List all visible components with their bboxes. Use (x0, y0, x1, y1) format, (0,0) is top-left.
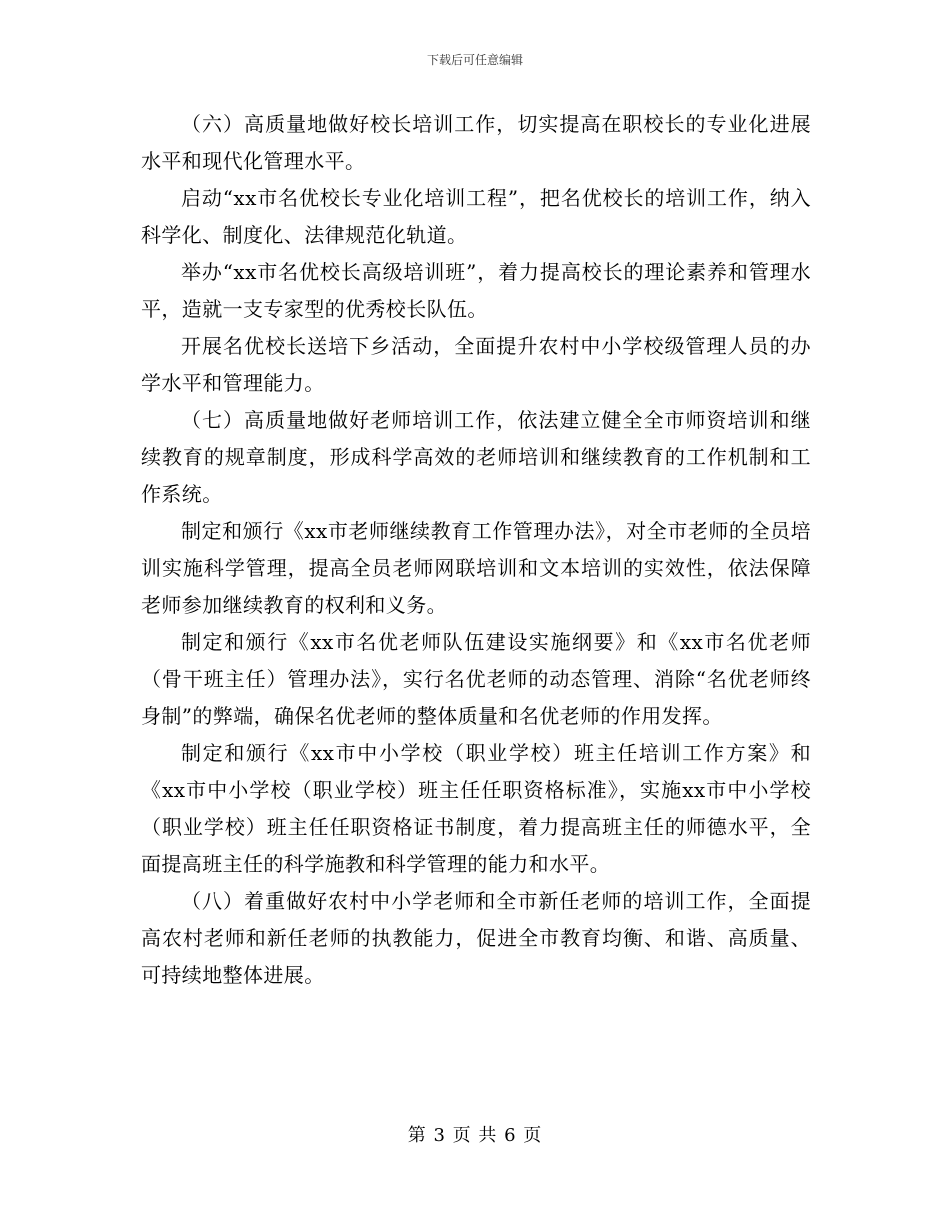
paragraph: 制定和颁行《xx市名优老师队伍建设实施纲要》和《xx市名优老师（骨干班主任）管理办法》，实行名优老师的动态管理、消除“名优老师终身制”的弊端，确保名优老师的整体质量和名优老师的作用发挥。 (141, 630, 811, 728)
paragraph: 举办“xx市名优校长高级培训班”，着力提高校长的理论素养和管理水平，造就一支专家型的优秀校长队伍。 (141, 260, 811, 321)
document-body (141, 106, 811, 994)
paragraph: 开展名优校长送培下乡活动，全面提升农村中小学校级管理人员的办学水平和管理能力。 (141, 334, 811, 395)
paragraph: （六）高质量地做好校长培训工作，切实提高在职校长的专业化进展水平和现代化管理水平。 (141, 112, 811, 173)
paragraph: （八）着重做好农村中小学老师和全市新任老师的培训工作，全面提高农村老师和新任老师的执教能力，促进全市教育均衡、和谐、高质量、可持续地整体进展。 (141, 889, 811, 987)
paragraph: 制定和颁行《xx市中小学校（职业学校）班主任培训工作方案》和《xx市中小学校（职业学校）班主任任职资格标准》，实施xx市中小学校（职业学校）班主任任职资格证书制度，着力提高班主任的师德水平，全面提高班主任的科学施教和科学管理的能力和水平。 (141, 741, 811, 876)
page-number-footer: 第 3 页 共 6 页 (407, 1125, 543, 1146)
paragraph: 启动“xx市名优校长专业化培训工程”，把名优校长的培训工作，纳入科学化、制度化、法律规范化轨道。 (141, 186, 811, 247)
paragraph: （七）高质量地做好老师培训工作，依法建立健全全市师资培训和继续教育的规章制度，形成科学高效的老师培训和继续教育的工作机制和工作系统。 (141, 408, 811, 506)
page-header-note: 下载后可任意编辑 (426, 53, 523, 67)
paragraph: 制定和颁行《xx市老师继续教育工作管理办法》，对全市老师的全员培训实施科学管理，提高全员老师网联培训和文本培训的实效性，依法保障老师参加继续教育的权利和义务。 (141, 519, 811, 617)
